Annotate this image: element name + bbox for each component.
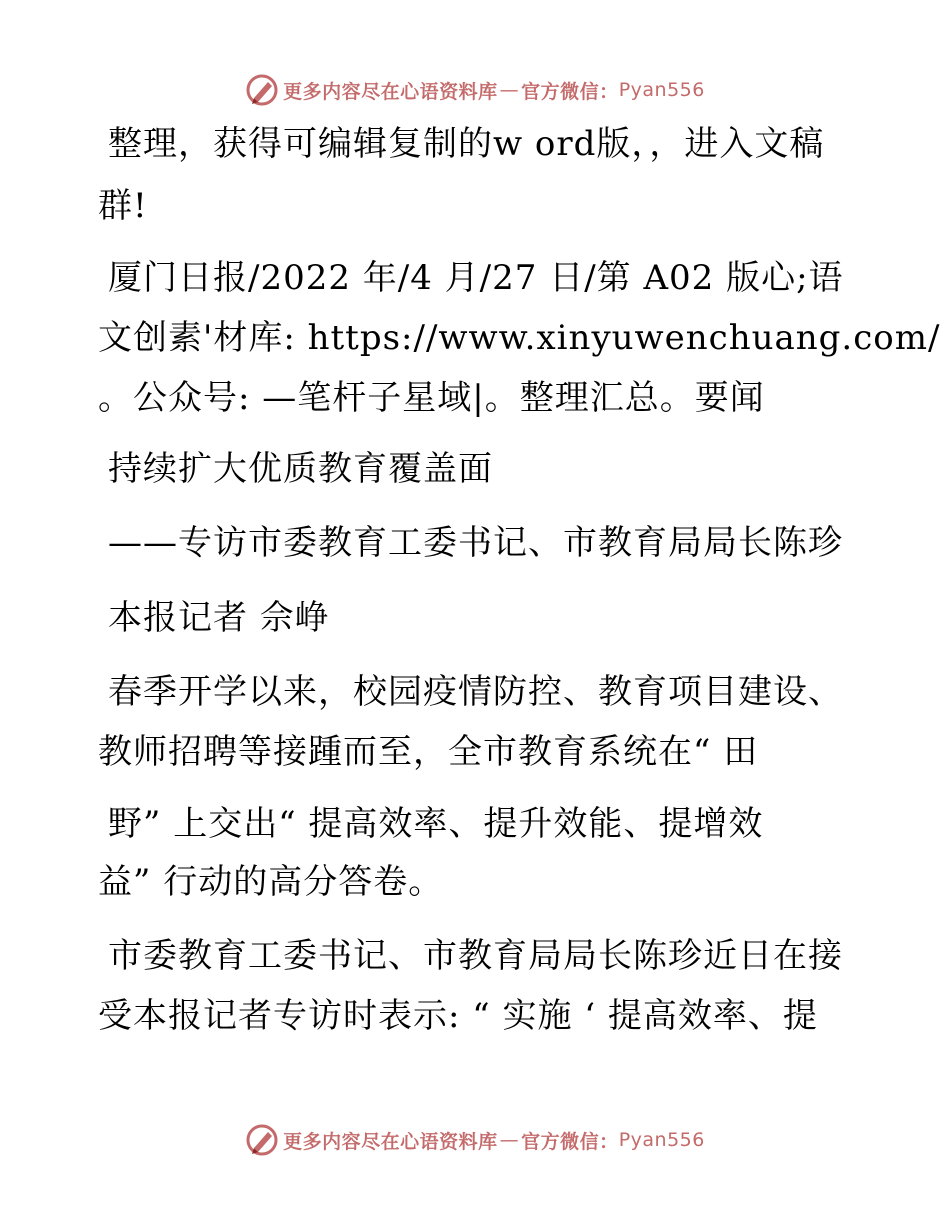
- watermark-text: 更多内容尽在心语资料库: [283, 80, 498, 103]
- watermark-label: 官方微信：: [521, 1130, 619, 1153]
- pen-logo-icon: [245, 73, 279, 107]
- watermark-account: Pyan556: [618, 79, 705, 101]
- article-subtitle: ——专访市委教育工委书记、市教育局局长陈珍: [108, 523, 843, 563]
- body-line: 益” 行动的高分答卷。: [98, 862, 444, 902]
- body-line: 野” 上交出“ 提高效率、提升效能、提增效: [108, 804, 764, 844]
- body-line: 整理，获得可编辑复制的w ord版，，进入文稿: [108, 124, 825, 164]
- article-title: 持续扩大优质教育覆盖面: [108, 449, 493, 489]
- body-line: 市委教育工委书记、市教育局局长陈珍近日在接: [108, 936, 843, 976]
- body-line: 受本报记者专访时表示: “ 实施 ‘ 提高效率、提: [98, 996, 818, 1036]
- body-line: 文创素'材库: https://www.xinyuwenchuang.com/: [98, 318, 941, 358]
- pen-logo-icon: [245, 1123, 279, 1157]
- body-line: 。公众号: —笔杆子星域|。整理汇总。要闻: [98, 378, 765, 418]
- watermark-separator: —: [499, 79, 520, 101]
- header-watermark: [0, 72, 950, 108]
- body-line: 教师招聘等接踵而至，全市教育系统在“ 田: [98, 732, 759, 772]
- article-byline: 本报记者 佘峥: [108, 598, 330, 638]
- footer-watermark: [0, 1122, 950, 1158]
- watermark-account: Pyan556: [618, 1129, 705, 1151]
- body-line: 群!: [98, 186, 148, 226]
- body-line: 春季开学以来，校园疫情防控、教育项目建设、: [108, 672, 843, 712]
- watermark-label: 官方微信：: [521, 80, 619, 103]
- watermark-text: 更多内容尽在心语资料库: [283, 1130, 498, 1153]
- watermark-separator: —: [499, 1129, 520, 1151]
- body-line: 厦门日报/2022 年/4 月/27 日/第 A02 版心;语: [108, 258, 844, 298]
